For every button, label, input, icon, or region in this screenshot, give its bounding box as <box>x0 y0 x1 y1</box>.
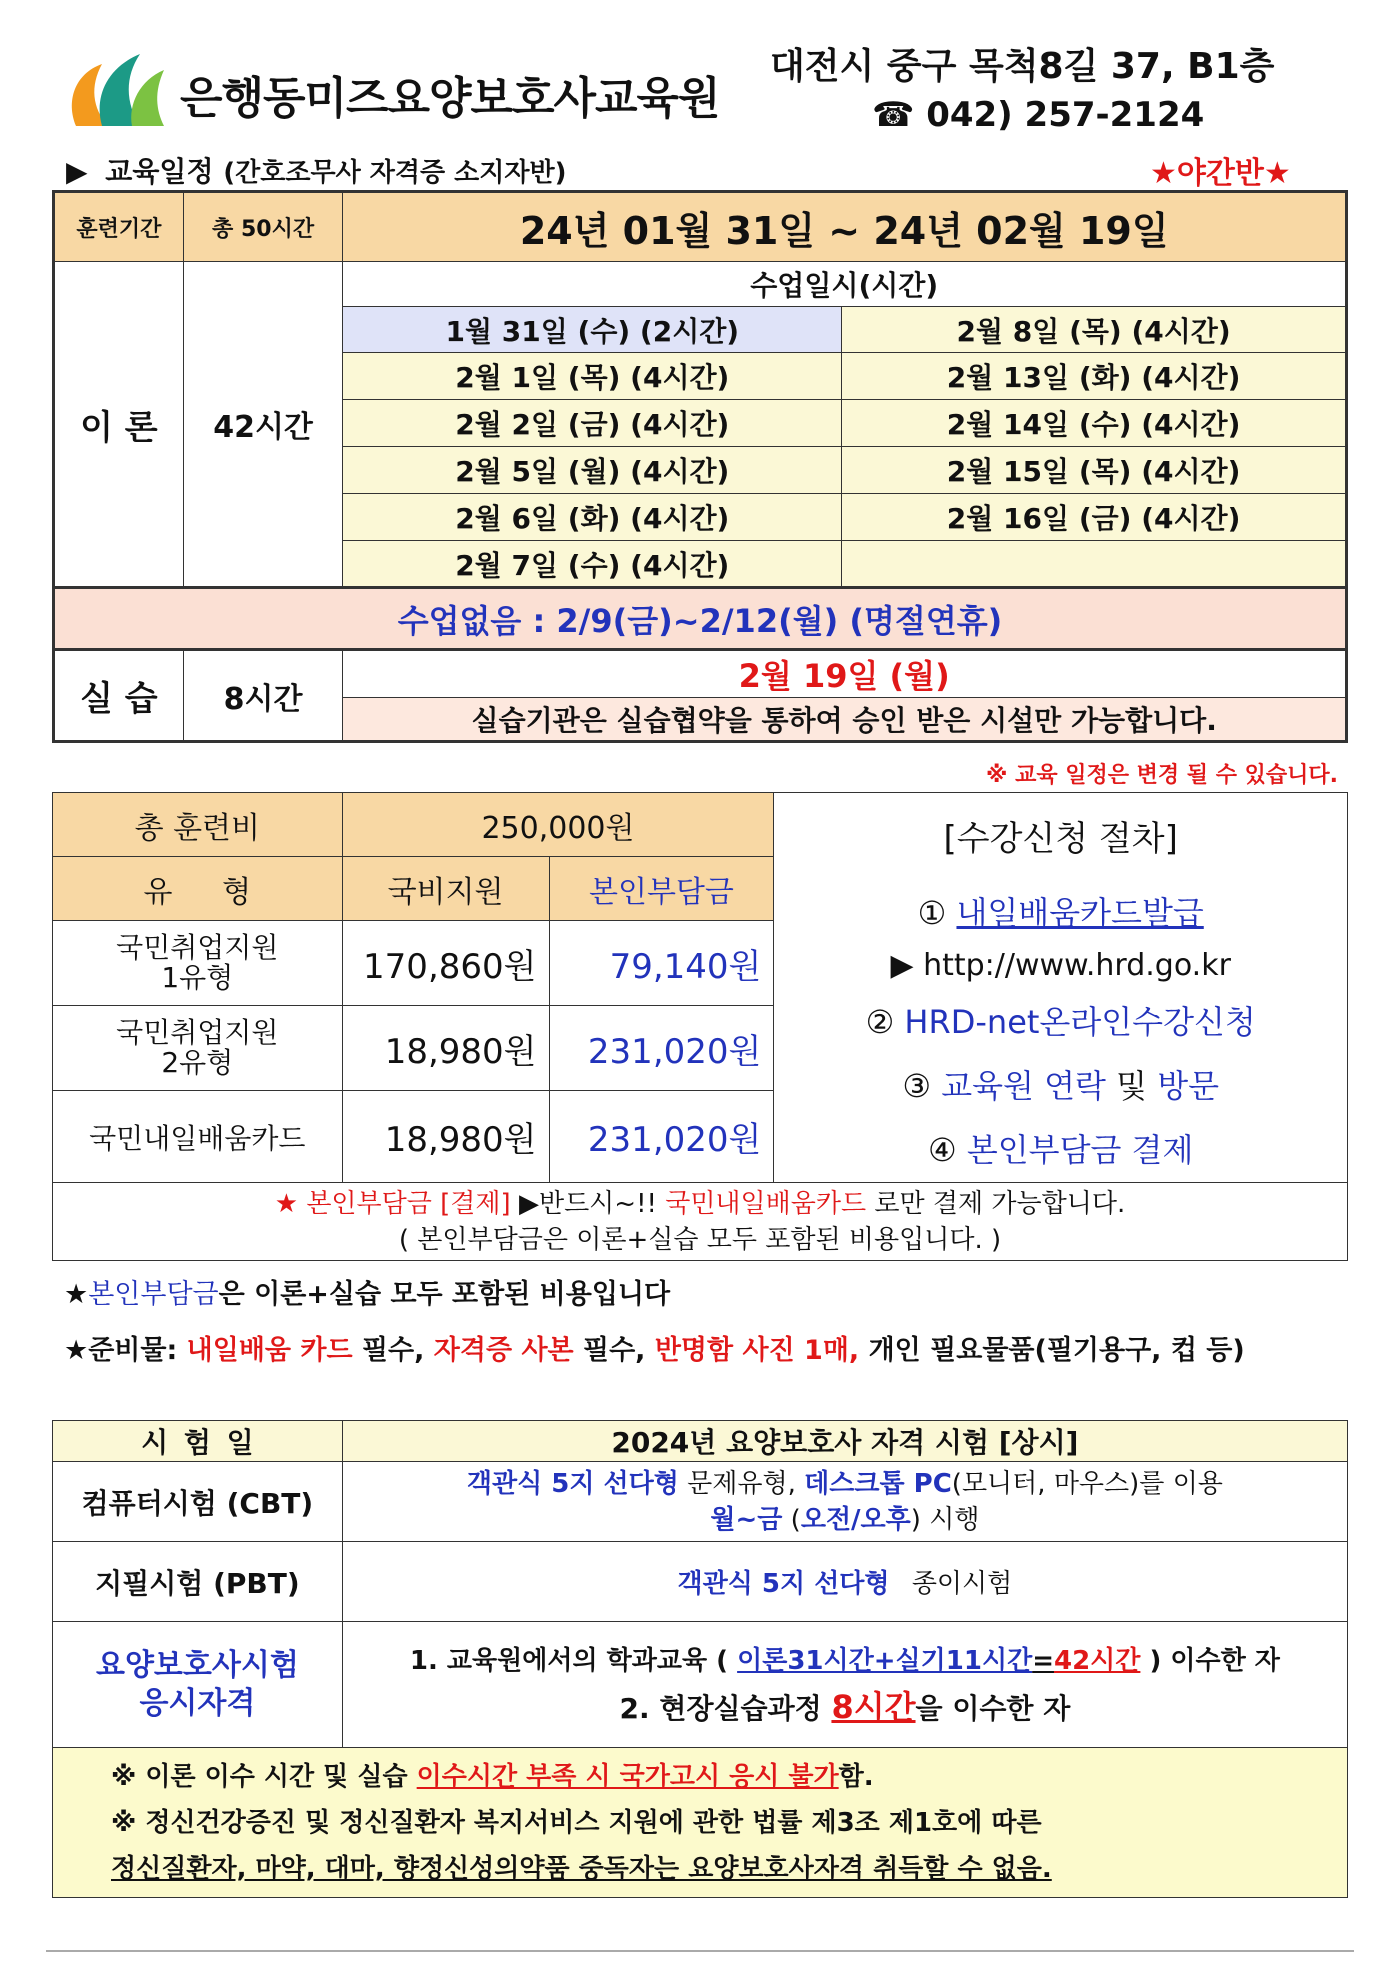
qual-text: 42시간 <box>1053 1645 1141 1676</box>
cost-note-rest: 은 이론+실습 모두 포함된 비용입니다 <box>218 1279 671 1310</box>
procedure-step-1 <box>774 888 1347 934</box>
address: 대전시 중구 목척8길 37, B1층 <box>770 46 1275 87</box>
prep-item: 자격증 사본 <box>433 1335 574 1366</box>
session-item: 2월 8일 (목) (4시간) <box>842 307 1347 353</box>
prep-note <box>64 1336 1354 1366</box>
prep-label: ★준비물: <box>64 1335 178 1366</box>
gov-amount: 170,860원 <box>342 921 549 1006</box>
cbt-text: (모니터, 마우스)를 이용 <box>951 1468 1223 1499</box>
step-text: 및 <box>1116 1067 1148 1105</box>
session-item: 2월 5일 (월) (4시간) <box>343 447 842 494</box>
step-number: ③ <box>902 1067 932 1105</box>
fee-type <box>53 1006 343 1091</box>
warning-text: 정신질환자, 마약, 대마, 향정신성의약품 중독자는 요양보호사자격 취득할 수 없음. <box>111 1853 1052 1884</box>
step-text: 본인부담금 결제 <box>966 1131 1194 1169</box>
theory-label: 이 론 <box>54 262 184 588</box>
org-name: 은행동미즈요양보호사교육원 <box>180 73 720 124</box>
qual-text: 8시간 <box>831 1687 916 1726</box>
cbt-detail <box>342 1462 1347 1542</box>
total-hours: 총 50시간 <box>183 192 343 262</box>
self-amount: 231,020원 <box>549 1091 774 1183</box>
step-text: 교육원 연락 <box>941 1067 1106 1105</box>
prep-item: 필수, <box>583 1335 646 1366</box>
qual-label-line: 요양보호사시험 <box>95 1647 299 1683</box>
exam-table <box>52 1420 1348 1898</box>
fee-type-line: 국민취업지원 <box>116 1016 279 1049</box>
change-note: ※ 교육 일정은 변경 될 수 있습니다. <box>986 763 1338 788</box>
type-header: 유 형 <box>53 857 343 921</box>
fee-table <box>52 792 1348 1261</box>
practice-label: 실 습 <box>54 650 184 742</box>
pbt-label: 지필시험 (PBT) <box>53 1542 343 1622</box>
note-text: 본인부담금 [결제] <box>306 1188 511 1219</box>
session-item: 2월 2일 (금) (4시간) <box>343 400 842 447</box>
qual-text: ) 이수한 자 <box>1149 1645 1280 1676</box>
session-item: 2월 6일 (화) (4시간) <box>343 494 842 541</box>
practice-hours: 8시간 <box>183 650 343 742</box>
phone-icon: ☎ <box>872 95 915 135</box>
cbt-text: ( <box>790 1504 801 1535</box>
session-item: 2월 16일 (금) (4시간) <box>842 494 1347 541</box>
qual-text: 1. 교육원에서의 학과교육 ( <box>409 1645 729 1676</box>
warning-box <box>53 1748 1348 1898</box>
warning-text: 이수시간 부족 시 국가고시 응시 불가 <box>416 1761 839 1792</box>
empty-cell <box>842 541 1347 588</box>
procedure-step-4 <box>774 1125 1347 1171</box>
phone-line <box>872 95 1204 135</box>
practice-note: 실습기관은 실습협약을 통하여 승인 받은 시설만 가능합니다. <box>343 698 1347 742</box>
warning-text: ※ 정신건강증진 및 정신질환자 복지서비스 지원에 관한 법률 제3조 제1호에 따른 <box>111 1807 1042 1838</box>
step-text: 내일배움카드발급 <box>956 894 1204 932</box>
cost-note <box>64 1272 670 1311</box>
no-class-notice: 수업없음 : 2/9(금)~2/12(월) (명절연휴) <box>54 588 1347 650</box>
step-text: 방문 <box>1157 1067 1220 1105</box>
step-number: ① <box>917 894 947 932</box>
qualification-detail <box>342 1622 1347 1748</box>
gov-amount: 18,980원 <box>342 1006 549 1091</box>
note-text: 국민내일배움카드 <box>665 1188 867 1219</box>
arrow-icon: ▶ <box>890 948 914 983</box>
qual-text: 을 이수한 자 <box>915 1691 1071 1725</box>
cbt-text: 데스크톱 PC <box>804 1468 952 1499</box>
step-number: ④ <box>927 1131 957 1169</box>
star-icon: ★ <box>274 1188 299 1219</box>
period-label: 훈련기간 <box>54 192 184 262</box>
fee-type-line: 2유형 <box>161 1046 234 1079</box>
fee-type: 국민내일배움카드 <box>53 1091 343 1183</box>
procedure-title: [수강신청 절차] <box>943 819 1178 859</box>
warning-text: 함. <box>838 1761 874 1792</box>
theory-hours: 42시간 <box>183 262 343 588</box>
prep-item: 컵 등) <box>1170 1335 1245 1366</box>
heading-marker: ▶ <box>66 155 88 188</box>
fee-type <box>53 921 343 1006</box>
exam-date-value: 2024년 요양보호사 자격 시험 [상시] <box>342 1421 1347 1462</box>
payment-note <box>53 1183 1348 1261</box>
star-icon: ★ <box>64 1279 89 1310</box>
schedule-heading <box>66 150 567 190</box>
qual-text: 이론31시간+실기11시간 <box>737 1645 1033 1676</box>
prep-item: 개인 필요물품(필기용구, <box>868 1335 1162 1366</box>
night-class-badge: ★야간반★ <box>1150 156 1291 191</box>
prep-item: 필수, <box>361 1335 425 1366</box>
cbt-text: 오전/오후 <box>800 1504 911 1535</box>
self-amount: 231,020원 <box>549 1006 774 1091</box>
cost-note-blue: 본인부담금 <box>88 1279 219 1310</box>
note-line-2: ( 본인부담금은 이론+실습 모두 포함된 비용입니다. ) <box>398 1224 1002 1255</box>
total-fee-label: 총 훈련비 <box>53 793 343 857</box>
practice-date: 2월 19일 (월) <box>343 650 1347 698</box>
session-item: 2월 14일 (수) (4시간) <box>842 400 1347 447</box>
schedule-table <box>52 190 1348 743</box>
gov-header: 국비지원 <box>342 857 549 921</box>
note-text: ▶반드시~!! <box>518 1188 657 1219</box>
prep-item: 반명함 사진 1매, <box>654 1335 860 1366</box>
procedure-step-3 <box>774 1061 1347 1107</box>
self-amount: 79,140원 <box>549 921 774 1006</box>
pbt-text: 종이시험 <box>911 1569 1013 1599</box>
class-header: 수업일시(시간) <box>343 262 1347 307</box>
pbt-detail <box>342 1542 1347 1622</box>
total-fee-value: 250,000원 <box>342 793 774 857</box>
session-item: 2월 15일 (목) (4시간) <box>842 447 1347 494</box>
hrd-url[interactable]: http://www.hrd.go.kr <box>923 948 1231 983</box>
note-text: 로만 결제 가능합니다. <box>874 1188 1126 1219</box>
cbt-text: ) 시행 <box>910 1504 980 1535</box>
fee-type-line: 국민취업지원 <box>116 931 279 964</box>
self-header: 본인부담금 <box>549 857 774 921</box>
qualification-label <box>53 1622 343 1748</box>
phone-number: 042) 257-2124 <box>926 95 1205 135</box>
qual-text: 2. 현장실습과정 <box>619 1691 822 1725</box>
prep-item: 내일배움 카드 <box>186 1335 353 1366</box>
qual-text: = <box>1032 1645 1054 1676</box>
period-range: 24년 01월 31일 ~ 24년 02월 19일 <box>343 192 1347 262</box>
footer-divider <box>46 1950 1354 1952</box>
cbt-text: 객관식 5지 선다형 <box>466 1468 679 1499</box>
fee-type-line: 1유형 <box>161 961 234 994</box>
cbt-text: 월~금 <box>710 1504 783 1535</box>
procedure-url <box>774 948 1347 983</box>
session-item: 2월 1일 (목) (4시간) <box>343 353 842 400</box>
warning-text: ※ 이론 이수 시간 및 실습 <box>111 1761 408 1792</box>
qual-label-line: 응시자격 <box>139 1685 256 1721</box>
procedure-box <box>774 793 1348 1183</box>
heading-title: 교육일정 <box>105 155 214 188</box>
session-item: 2월 13일 (화) (4시간) <box>842 353 1347 400</box>
cbt-label: 컴퓨터시험 (CBT) <box>53 1462 343 1542</box>
pbt-text: 객관식 5지 선다형 <box>677 1569 890 1599</box>
session-item: 2월 7일 (수) (4시간) <box>343 541 842 588</box>
heading-sub: (간호조무사 자격증 소지자반) <box>223 158 567 188</box>
gov-amount: 18,980원 <box>342 1091 549 1183</box>
session-item: 1월 31일 (수) (2시간) <box>343 307 842 353</box>
step-number: ② <box>865 1003 895 1041</box>
procedure-step-2 <box>774 997 1347 1043</box>
exam-date-label: 시 험 일 <box>53 1421 343 1462</box>
logo <box>66 50 166 132</box>
cbt-text: 문제유형, <box>687 1468 796 1499</box>
step-text: HRD-net온라인수강신청 <box>904 1003 1256 1041</box>
